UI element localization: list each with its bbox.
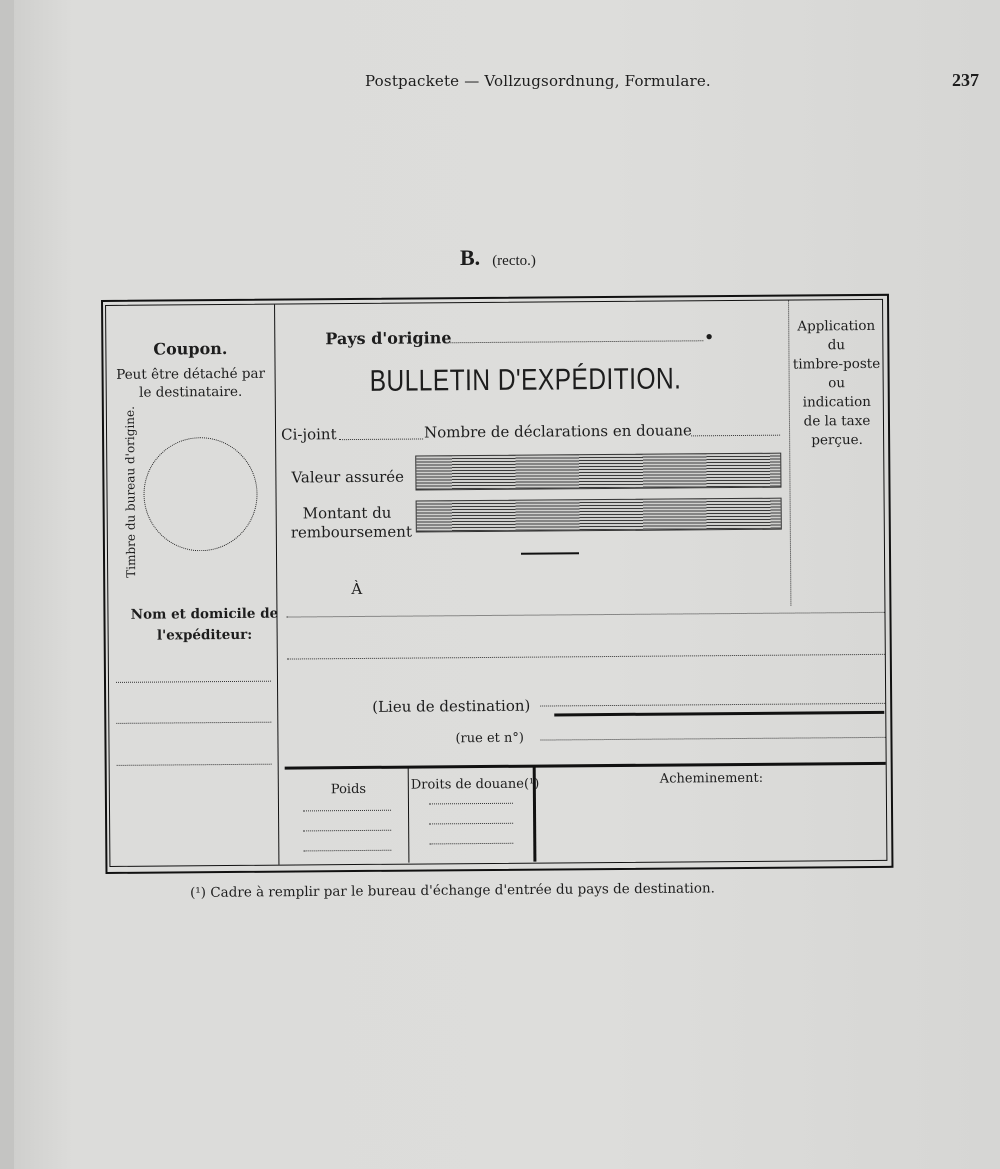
stamp-application-line-1: Application bbox=[797, 317, 876, 335]
stamp-application-line-3: timbre-poste bbox=[792, 355, 881, 373]
shipping-form bbox=[101, 294, 893, 875]
footnote: (¹) Cadre à remplir par le bureau d'échange d'entrée du pays de destination. bbox=[190, 880, 716, 901]
insured-value-label: Valeur assurée bbox=[291, 467, 405, 487]
page-number: 237 bbox=[952, 70, 979, 90]
section-note: (recto.) bbox=[492, 253, 536, 269]
country-field-end-dot: • bbox=[704, 328, 714, 347]
stamp-application-line-5: indication bbox=[802, 393, 871, 411]
coupon-note-line-1: Peut être détaché par bbox=[116, 365, 266, 383]
coupon-note-line-2: le destinataire. bbox=[139, 383, 243, 401]
to-label: À bbox=[351, 579, 363, 599]
declarations-label: Nombre de déclarations en douane bbox=[423, 421, 692, 442]
weight-label: Poids bbox=[330, 781, 367, 798]
stamp-application-line-4: ou bbox=[828, 375, 846, 392]
section-letter: B. bbox=[460, 245, 481, 270]
cod-label-line-2: remboursement bbox=[290, 522, 413, 542]
customs-label: Droits de douane(¹) bbox=[410, 776, 540, 793]
stamp-application-text bbox=[790, 317, 883, 451]
routing-label: Acheminement: bbox=[659, 770, 764, 787]
cod-label-line-1: Montant du bbox=[302, 503, 392, 523]
stamp-application-line-6: de la taxe bbox=[803, 412, 871, 430]
origin-office-stamp-label: Timbre du bureau d'origine. bbox=[122, 406, 139, 578]
stamp-application-line-7: perçue. bbox=[811, 432, 863, 449]
country-label: Pays d'origine bbox=[325, 328, 452, 349]
form-title: BULLETIN D'EXPÉDITION. bbox=[369, 362, 682, 398]
insured-value-hatched-field bbox=[415, 453, 781, 491]
page-binding bbox=[0, 0, 14, 1169]
sender-label-line-2: l'expéditeur: bbox=[156, 626, 253, 644]
enclosed-label: Ci-joint bbox=[280, 425, 337, 444]
section-heading bbox=[460, 245, 536, 271]
stamp-application-line-2: du bbox=[827, 337, 846, 354]
coupon-note bbox=[107, 365, 275, 402]
running-head: Postpackete — Vollzugsordnung, Formulare. bbox=[365, 72, 711, 90]
street-label: (rue et n°) bbox=[455, 730, 524, 747]
coupon-title: Coupon. bbox=[153, 339, 228, 359]
destination-label: (Lieu de destination) bbox=[372, 696, 531, 716]
sender-label-line-1: Nom et domicile de bbox=[130, 605, 279, 623]
sender-label bbox=[108, 603, 300, 647]
postmark-circle bbox=[143, 437, 258, 552]
cod-hatched-field bbox=[416, 498, 782, 533]
